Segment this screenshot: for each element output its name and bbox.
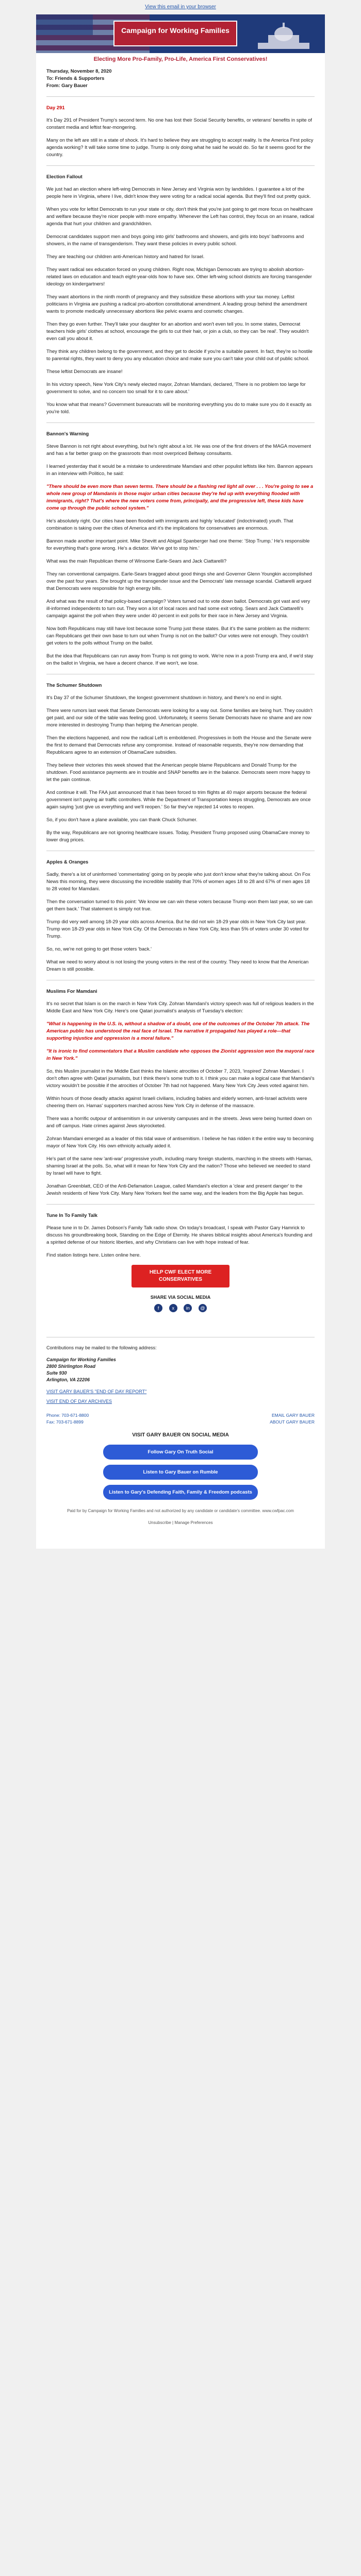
paragraph: Then the elections happened, and now the radical Left is emboldened. Progressives in both the House and the Senate were the first to demand that Democrats refuse any compromise. Instead of reasonable requests, they're now demanding that Republicans agree to an extension of ObamaCare subsidies. bbox=[46, 735, 311, 755]
main-content bbox=[36, 67, 325, 1325]
paragraph: They are teaching our children anti-American history and hatred for Israel. bbox=[46, 253, 205, 259]
paragraph: Then the conversation turned to this point: 'We know we can win these voters because Trump won them last year, so we can get them back.' That statement is simply not true. bbox=[46, 899, 313, 911]
paragraph: So, if you don't have a plane available, you can thank Chuck Schumer. bbox=[46, 817, 198, 822]
paragraph: It's no secret that Islam is on the march in New York City. Zohran Mamdani's victory speech was full of religious leaders in the Middle East and New York City. Here's one Qatari journalist's analysis of Tuesday's election: bbox=[46, 1001, 314, 1013]
paragraph: It's Day 37 of the Schumer Shutdown, the longest government shutdown in history, and there's no end in sight. bbox=[46, 694, 283, 700]
address-line: Suite 930 bbox=[46, 1370, 67, 1376]
pull-quote: "What is happening in the U.S. is, without a shadow of a doubt, one of the outcomes of the October 7th attack. The American public has understood the real face of Israel. The narrative it propagated has played a role—that supporting injustice and oppression is a moral failure." bbox=[46, 1021, 310, 1041]
header-banner bbox=[36, 14, 325, 53]
paragraph: Find station listings here. Listen online here. bbox=[46, 1252, 141, 1258]
memo-from: From: Gary Bauer bbox=[46, 82, 88, 88]
divider bbox=[46, 165, 315, 166]
paragraph: They ran conventional campaigns. Earle-Sears bragged about good things she and Governor Glenn Youngkin accomplished over the past four years. She brought up the transgender issue and the Democrats' late message scandal. Ciattarelli argued that Democrats were responsible for high energy bills. bbox=[46, 571, 312, 591]
day-counter: Day 291 bbox=[46, 105, 65, 110]
linkedin-icon[interactable]: in bbox=[184, 1304, 192, 1312]
paragraph: These leftist Democrats are insane! bbox=[46, 368, 123, 374]
footer bbox=[36, 1325, 325, 1549]
paragraph: There were rumors last week that Senate Democrats were looking for a way out. Some families are being hurt. They couldn't get paid, and our side of the table was feeling good. Unfortunately, it seems Senate Democrats have no shame and are now more interested in destroying Trump than helping the American people. bbox=[46, 707, 313, 727]
rumble-button[interactable]: Listen to Gary Bauer on Rumble bbox=[103, 1465, 258, 1480]
divider bbox=[46, 1204, 315, 1205]
section-muslims-cont bbox=[46, 1067, 315, 1197]
memo-date: Thursday, November 8, 2020 bbox=[46, 68, 112, 74]
phone-number[interactable]: Phone: 703-671-8800 bbox=[46, 1413, 89, 1418]
divider bbox=[46, 422, 315, 423]
section-muslims bbox=[46, 1000, 315, 1014]
email-icon[interactable]: @ bbox=[199, 1304, 207, 1312]
paragraph: Within hours of those deadly attacks against Israeli civilians, including babies and elderly women, anti-Israel activists were cheering them on. Hamas' supporters marched across New York City in defense of the massacre. bbox=[46, 1095, 307, 1108]
paragraph: They believe their victories this week showed that the American people blame Republicans and Donald Trump for the shutdown. Food assistance payments are in trouble and SNAP benefits are in the balance. Democrats seem more happy to let the pain continue. bbox=[46, 762, 310, 782]
pull-quote: "It is ironic to find commentators that a Muslim candidate who opposes the Zionist aggression won the mayoral race in New York." bbox=[46, 1048, 315, 1061]
section-title: The Schumer Shutdown bbox=[46, 682, 102, 688]
share-label: SHARE VIA SOCIAL MEDIA bbox=[150, 1295, 211, 1300]
paragraph: Jonathan Greenblatt, CEO of the Anti-Defamation League, called Mamdani's election a 'clear and present danger' to the Jewish residents of New York City. Many New Yorkers feel the same way, and the leaders from the Big Apple has begun. bbox=[46, 1183, 304, 1196]
podcasts-button[interactable]: Listen to Gary's Defending Faith, Family & Freedom podcasts bbox=[103, 1485, 258, 1500]
paragraph: Bannon made another important point. Mike Shevitt and Abigail Spanberger had one theme: 'Stop Trump.' He's responsible for everything that's gone wrong. He's a dictator. We've got to stop him.' bbox=[46, 538, 310, 551]
fax-number[interactable]: Fax: 703-671-8899 bbox=[46, 1419, 84, 1425]
section-title: Apples & Oranges bbox=[46, 859, 89, 865]
social-icons bbox=[46, 1304, 315, 1312]
paragraph: They think any children belong to the government, and they get to decide if you're a suitable parent. In fact, they're so hostile to parental rights, they want to deny you any education choice and make sure you can't take your child out of public school. bbox=[46, 348, 313, 361]
paragraph: So, this Muslim journalist in the Middle East thinks the Islamic atrocities of October 7, 2023, 'inspired' Zohran Mamdani. I don't often agree with Qatari journalists, but I think there's some truth to it. I think you can make a logical case that Mamdani's victory wouldn't be possible if the atrocities of October 7th had not happened. Many New York City Jews voted against him. bbox=[46, 1068, 315, 1088]
intro-paragraph: It's Day 291 of President Trump's second term. No one has lost their Social Security benefits, or veterans' benefits in spite of constant media and leftist fear-mongering. bbox=[46, 117, 312, 130]
view-in-browser-link[interactable]: View this email in your browser bbox=[145, 4, 216, 10]
paragraph: Steve Bannon is not right about everything, but he's right about a lot. He was one of the first drivers of the MAGA movement and has a far better grasp on the grassroots than most overpriced Beltway consultants. bbox=[46, 443, 311, 456]
disclaimer: Paid for by Campaign for Working Families and not authorized by any candidate or candidate's committee. www.cwfpac.com bbox=[67, 1509, 294, 1513]
section-title: Muslims For Mamdani bbox=[46, 988, 97, 994]
paragraph: So, no, we're not going to get those voters 'back.' bbox=[46, 946, 152, 952]
paragraph: But the idea that Republicans can run away from Trump is not going to work. We're now in a post-Trump era and, if we'd stay on the ballot in Virginia, we have a decent chance. If we won't, we lose. bbox=[46, 653, 314, 666]
paragraph: Sadly, there's a lot of uninformed 'commentating' going on by people who just don't know what they're talking about. On Fox News this morning, they were discussing the incredible stability that 70% of women ages 18 to 28 and 67% of men ages 18 to 28 voted for Mamdani. bbox=[46, 871, 310, 891]
section-bannon bbox=[46, 443, 315, 477]
paragraph: Democrat candidates support men and boys going into girls' bathrooms and showers, and girls into boys' bathrooms and showers, in the name of transgenderism. They want these policies in every public school. bbox=[46, 233, 304, 246]
flag-stars bbox=[36, 14, 93, 35]
tagline: Electing More Pro-Family, Pro-Life, America First Conservatives! bbox=[93, 56, 268, 62]
section-election-fallout bbox=[46, 185, 315, 415]
paragraph: You know what that means? Government bureaucrats will be monitoring everything you do to make sure you do it exactly as you're told. bbox=[46, 401, 311, 414]
address-line: Arlington, VA 22206 bbox=[46, 1377, 90, 1382]
section-title: Bannon's Warning bbox=[46, 431, 89, 436]
paragraph: In his victory speech, New York City's newly elected mayor, Zohran Mamdani, declared, 'There is no problem too large for government to solve, and no concern too small for it to care about.' bbox=[46, 381, 306, 394]
section-shutdown bbox=[46, 694, 315, 843]
paragraph: We just had an election where left-wing Democrats in New Jersey and Virginia won by landslides. I guarantee a lot of the people here in Virginia, where I live, didn't know they were voting for a radical social agenda. But they'll find out pretty quick. bbox=[46, 186, 311, 199]
section-title: Tune In To Family Talk bbox=[46, 1212, 97, 1218]
visit-social-heading: VISIT GARY BAUER ON SOCIAL MEDIA bbox=[132, 1432, 229, 1438]
contrib-note: Contributions may be mailed to the following address: bbox=[46, 1345, 157, 1350]
paragraph: Then they go even further. They'll take your daughter for an abortion and won't even tell you. In some states, Democrat teachers hide girls' clothes at school, encourage the girls to cut their hair, or join a club, so they can 'be real'. They wouldn't even call you about it. bbox=[46, 321, 309, 341]
section-family-talk bbox=[46, 1224, 315, 1259]
intro-paragraph: Many on the left are still in a state of shock. It's hard to believe they are struggling to accept reality. Is the America First policy agenda working? It will take some time to judge. Trump is only doing what he said he would do. So far it seems good for the country. bbox=[46, 137, 314, 157]
capitol-icon bbox=[253, 20, 315, 50]
paragraph: He's absolutely right. Our cities have been flooded with immigrants and highly 'educated' (indoctrinated) youth. That combination is taking over the cities of America and it's the implications for conservatives are enormous. bbox=[46, 518, 293, 531]
address-line: 2800 Shirlington Road bbox=[46, 1364, 96, 1369]
section-title: Election Fallout bbox=[46, 174, 83, 179]
email-body bbox=[36, 14, 325, 1549]
paragraph: He's part of the same new 'anti-war' progressive youth, including many foreign students, marching in the streets with Hamas, shaming Israel at the polls. So, what will it mean for New York City and the nation? Those who believed we needed to stand by Israel will have to fight. bbox=[46, 1156, 313, 1176]
paragraph: What we need to worry about is not losing the young voters in the rest of the country. They need to know that the American Dream is still possible. bbox=[46, 959, 309, 972]
paragraph: Now both Republicans may still have lost because some Trump just these states. But it's the same problem as the midterm: can Republicans get their own base to turn out when Trump is not on the ballot? Our votes were not enough. They couldn't get voters to the polls without Trump on the ballot. bbox=[46, 625, 310, 646]
archives-link[interactable]: VISIT END OF DAY ARCHIVES bbox=[46, 1399, 112, 1404]
paragraph: By the way, Republicans are not ignoring healthcare issues. Today, President Trump proposed using ObamaCare money to lower drug prices. bbox=[46, 829, 310, 842]
paragraph: Zohran Mamdani emerged as a leader of this tidal wave of antisemitism. I believe he has ridden it the entire way to becoming mayor of New York City. His own ethnicity actually aided it. bbox=[46, 1136, 314, 1148]
truth-social-button[interactable]: Follow Gary On Truth Social bbox=[103, 1445, 258, 1460]
facebook-icon[interactable]: f bbox=[154, 1304, 162, 1312]
paragraph: What was the main Republican theme of Winsome Earle-Sears and Jack Ciattarelli? bbox=[46, 558, 227, 564]
about-gary-link[interactable]: ABOUT GARY BAUER bbox=[270, 1419, 315, 1425]
unsubscribe-links[interactable]: Unsubscribe | Manage Preferences bbox=[148, 1520, 213, 1525]
section-apples bbox=[46, 871, 315, 973]
org-name: Campaign for Working Families bbox=[46, 1357, 116, 1362]
paragraph: And what was the result of that policy-based campaign? Voters turned out to vote down ballot. Democrats got vast and very ill-informed independents to turn out. They won a lot of local races and had some exit voting. Sears and Jack Ciattarelli's campaign against the poll when they were under 40 percent in exit polls for their race in New Jersey and Virginia. bbox=[46, 598, 310, 618]
paragraph: And continue it will. The FAA just announced that it has been forced to trim flights at 40 major airports because the federal government isn't paying air traffic controllers. While the Department of Transportation keeps struggling, Democrats are once again saying 'just give us everything and we'll reopen.' So far they've rejected 14 votes to reopen. bbox=[46, 789, 311, 809]
x-icon[interactable]: x bbox=[169, 1304, 177, 1312]
paragraph: They want radical sex education forced on young children. Right now, Michigan Democrats are trying to abolish abortion-related laws on education and teach eight-year-olds how to have sex. Other left-wing school districts are forcing transgender ideology on kindergartners! bbox=[46, 266, 312, 286]
divider bbox=[46, 96, 315, 97]
paragraph: They want abortions in the ninth month of pregnancy and they subsidize these abortions with your tax money. Leftist politicians in Virginia are pushing a radical pro-abortion constitutional amendment. A leading group behind the amendment wants to promote medically unnecessary abortions like pelvic exams and cosmetic changes. bbox=[46, 294, 307, 314]
browser-link-bar bbox=[0, 0, 361, 14]
paragraph: When you vote for leftist Democrats to run your state or city, don't think that you're just going to get more focus on healthcare and welfare because they're nicer people with more empathy. Whenever the Left has control, they focus on an insane, radical agenda that hurt your children and grandchildren. bbox=[46, 206, 315, 226]
paragraph: Trump did very well among 18-29 year olds across America. But he did not win 18-29 year olds in New York City last year. Trump won 18-29 year olds in New York City. Of the Democrats in New York City, less than 5% of voters under 30 voted for Trump. bbox=[46, 919, 309, 939]
cwf-logo: Campaign for Working Families bbox=[113, 21, 237, 46]
contact-row bbox=[46, 1412, 315, 1426]
section-bannon-cont bbox=[46, 517, 315, 667]
help-cwf-button[interactable]: HELP CWF ELECT MORE CONSERVATIVES bbox=[132, 1265, 229, 1287]
memo-to: To: Friends & Supporters bbox=[46, 75, 105, 81]
paragraph: Please tune in to Dr. James Dobson's Family Talk radio show. On today's broadcast, I speak with Pastor Gary Hamrick to discuss his groundbreaking book, Standing on the Edge of Eternity. He shares biblical insights about America's founding and a spirited defense of our historic liberties, and why Christians can live with hope instead of fear. bbox=[46, 1225, 313, 1245]
pull-quote: "There should be even more than seven terms. There should be a flashing red light all over . . . You're going to see a whole new group of Mamdanis in those major urban cities because they're fed up with everything flooded with immigrants, right? That's where the new voters come from, principally, and the progressive left, these kids have come up through the public school system." bbox=[46, 483, 314, 511]
paragraph: There was a horrific outpour of antisemitism in our university campuses and in the streets. Jews were being hunted down on and off campus. Hate crimes against Jews skyrocketed. bbox=[46, 1115, 312, 1128]
email-gary-link[interactable]: EMAIL GARY BAUER bbox=[272, 1413, 315, 1418]
paragraph: I learned yesterday that it would be a mistake to underestimate Mamdani and other populist leftists like him. Bannon appears in an interview with Politico, he said: bbox=[46, 463, 313, 476]
memo-header bbox=[46, 67, 315, 89]
end-of-day-report-link[interactable]: VISIT GARY BAUER'S "END OF DAY REPORT" bbox=[46, 1389, 147, 1394]
